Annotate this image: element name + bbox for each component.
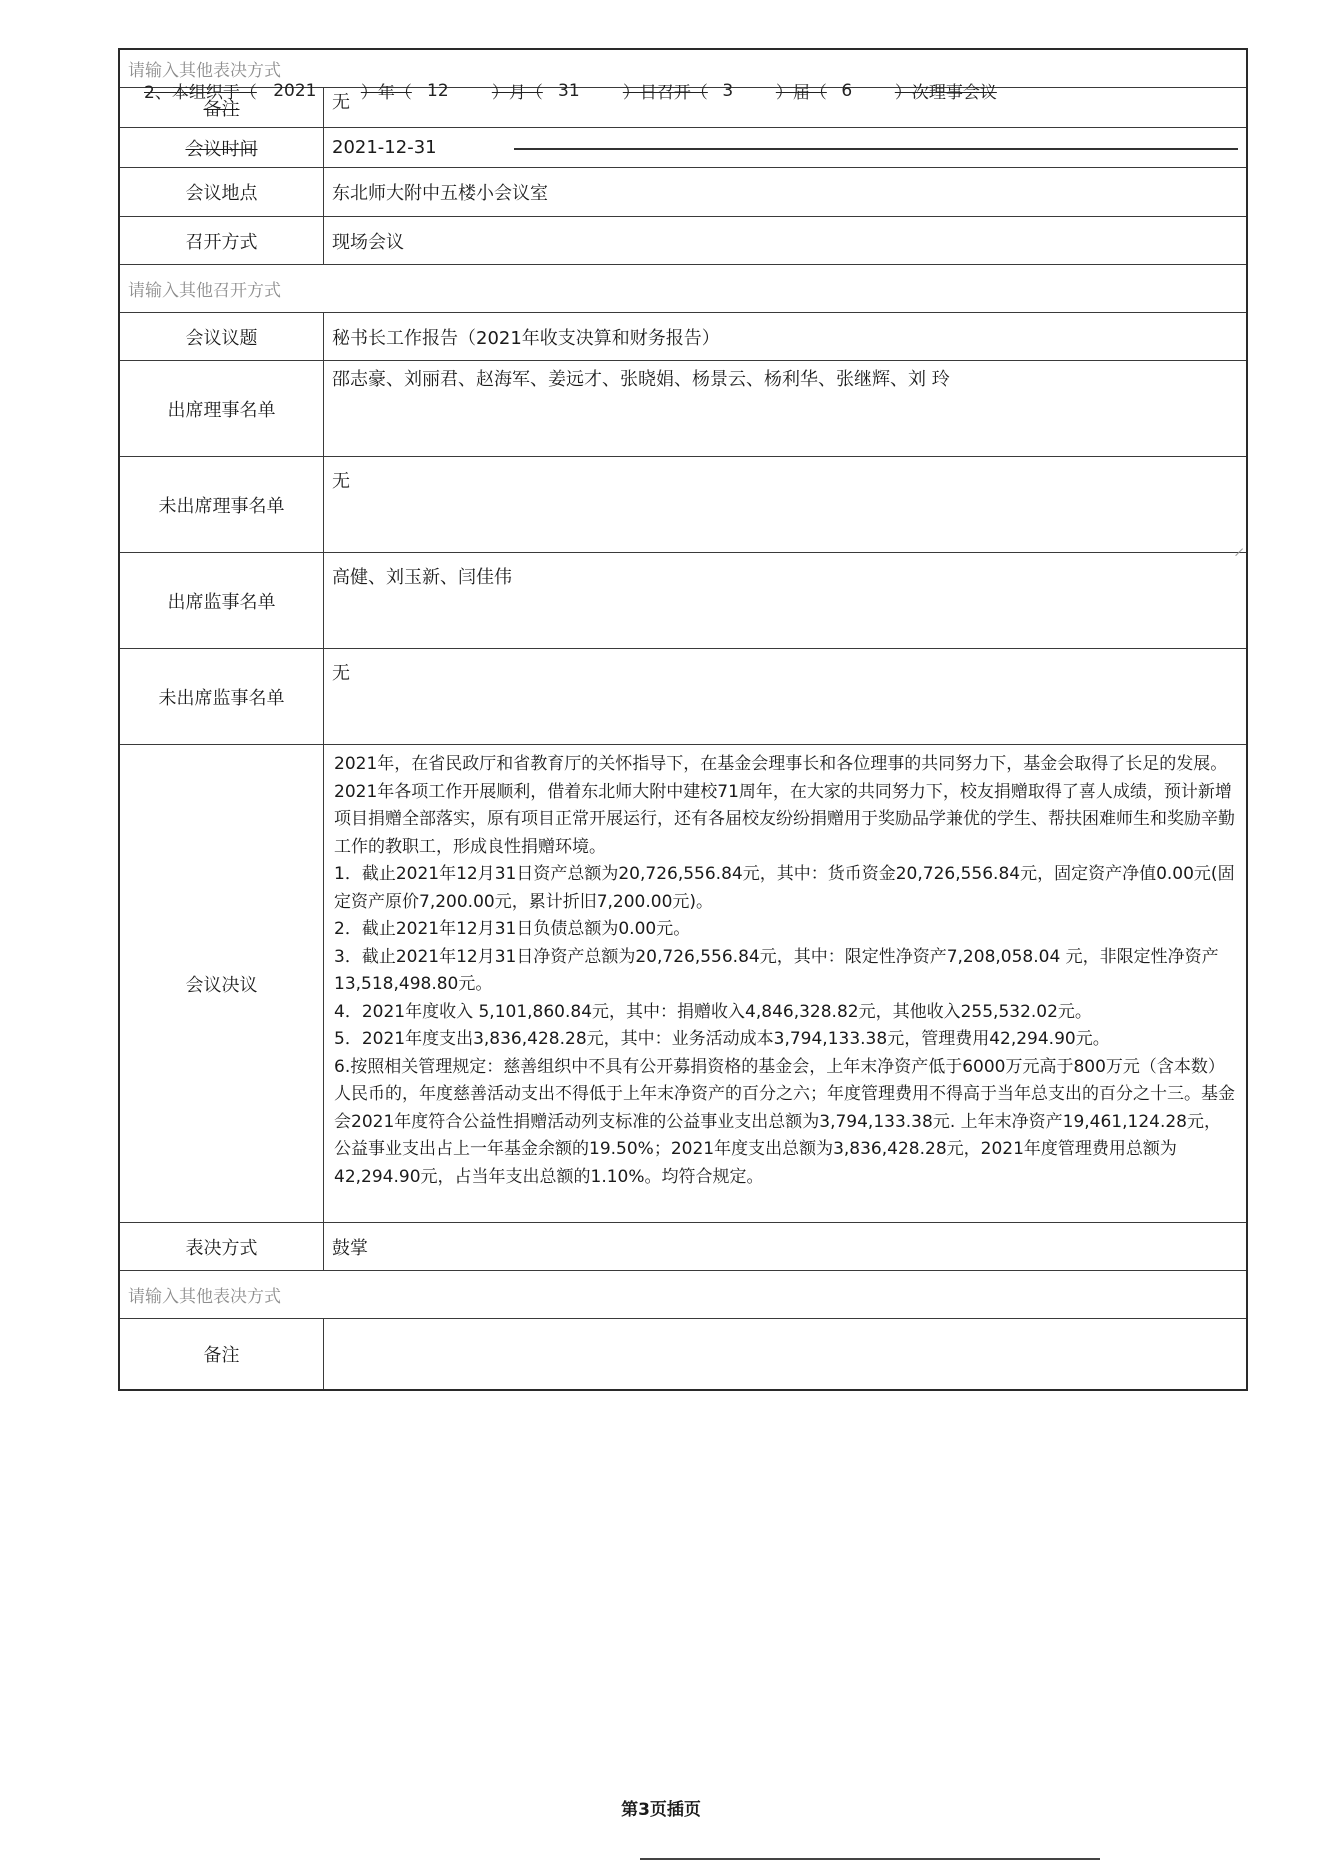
other-vote-mode-row	[120, 1271, 1246, 1319]
resolution-paragraph: 1．截止2021年12月31日资产总额为20,726,556.84元，其中：货币资金20,726,556.84元，固定资产净值0.00元(固定资产原价7,200.00元，累计折旧7,200.00元)。	[334, 864, 1235, 912]
present-directors-row	[120, 361, 1246, 457]
resolution-paragraph: 6.按照相关管理规定：慈善组织中不具有公开募捐资格的基金会，上年末净资产低于6000万元高于800万元（含本数）人民币的，年度慈善活动支出不得低于上年末净资产的百分之六；年度管理费用不得高于当年总支出的百分之十三。基金会2021年度符合公益性捐赠活动列支标准的公益事业支出总额为3,794,133.38元. 上年末净资产19,461,124.28元，公益事业支出占上一年基金余额的19.50%；2021年度支出总额为3,836,428.28元，2021年度管理费用总额为42,294.90元，占当年支出总额的1.10%。均符合规定。	[334, 1056, 1235, 1187]
meeting-place-label: 会议地点	[120, 168, 324, 216]
session-nth: 6	[841, 80, 853, 101]
present-supervisors-label: 出席监事名单	[120, 553, 324, 648]
meeting-time-underline	[514, 148, 1238, 150]
present-supervisors-text: 高健、刘玉新、闫佳伟	[332, 567, 512, 588]
meeting-time-row	[120, 128, 1246, 168]
vote-mode-row	[120, 1223, 1246, 1271]
other-vote-mode-placeholder-bottom[interactable]: 请输入其他表决方式	[128, 1287, 281, 1307]
present-directors-text: 邵志豪、刘丽君、赵海军、姜远才、张晓娟、杨景云、杨利华、张继辉、刘 玲	[332, 369, 950, 390]
session-day-suffix: ）日召开（	[622, 83, 708, 103]
resolution-row	[120, 745, 1246, 1223]
remark-top-value[interactable]: 无	[332, 92, 350, 113]
present-supervisors-row	[120, 553, 1246, 649]
resolution-paragraph: 5．2021年度支出3,836,428.28元，其中：业务活动成本3,794,133.38元，管理费用42,294.90元。	[334, 1029, 1110, 1049]
absent-directors-value[interactable]	[324, 457, 1246, 552]
resize-handle-icon[interactable]	[1233, 539, 1243, 549]
session-prefix: 2、本组织于（	[144, 83, 257, 103]
resolution-value[interactable]	[324, 745, 1246, 1222]
absent-supervisors-value[interactable]	[324, 649, 1246, 744]
session-month: 12	[427, 80, 449, 101]
absent-supervisors-text: 无	[332, 663, 350, 684]
meeting-record-table	[118, 48, 1248, 1391]
vote-mode-value[interactable]: 鼓掌	[332, 1237, 368, 1259]
session-year: 2021	[273, 80, 317, 101]
resolution-label: 会议决议	[120, 745, 324, 1222]
meeting-place-value[interactable]: 东北师大附中五楼小会议室	[332, 183, 548, 204]
remark-bottom-value[interactable]	[324, 1319, 1246, 1389]
absent-directors-row	[120, 457, 1246, 553]
session-day: 31	[558, 80, 580, 101]
present-directors-value[interactable]	[324, 361, 1246, 456]
topic-value[interactable]: 秘书长工作报告（2021年收支决算和财务报告）	[332, 327, 720, 349]
absent-supervisors-row	[120, 649, 1246, 745]
remark-bottom-row	[120, 1319, 1246, 1391]
resolution-paragraph: 2021年，在省民政厅和省教育厅的关怀指导下，在基金会理事长和各位理事的共同努力下，基金会取得了长足的发展。2021年各项工作开展顺利，借着东北师大附中建校71周年，在大家的共同努力下，校友捐赠取得了喜人成绩，预计新增项目捐赠全部落实，原有项目正常开展运行，还有各届校友纷纷捐赠用于奖励品学兼优的学生、帮扶困难师生和奖励辛勤工作的教职工，形成良性捐赠环境。	[334, 754, 1235, 857]
meeting-time-label: 会议时间	[120, 128, 324, 167]
session-nth-suffix: ）次理事会议	[894, 83, 997, 103]
other-meeting-mode-placeholder[interactable]: 请输入其他召开方式	[128, 281, 281, 301]
meeting-mode-value[interactable]: 现场会议	[332, 231, 404, 253]
meeting-place-row	[120, 168, 1246, 217]
session-year-suffix: ）年（	[360, 83, 412, 103]
remark-bottom-label: 备注	[120, 1319, 324, 1389]
resolution-paragraph: 2．截止2021年12月31日负债总额为0.00元。	[334, 919, 691, 939]
present-supervisors-value[interactable]	[324, 553, 1246, 648]
session-month-suffix: ）月（	[491, 83, 543, 103]
topic-row	[120, 313, 1246, 361]
meeting-mode-row	[120, 217, 1246, 265]
absent-supervisors-label: 未出席监事名单	[120, 649, 324, 744]
vote-mode-label: 表决方式	[120, 1223, 324, 1270]
present-directors-label: 出席理事名单	[120, 361, 324, 456]
resolution-paragraph: 4．2021年度收入 5,101,860.84元，其中：捐赠收入4,846,328.82元，其他收入255,532.02元。	[334, 1001, 1092, 1022]
remark-top-label: 备注	[120, 88, 324, 127]
session-term: 3	[722, 80, 734, 101]
absent-directors-text: 无	[332, 471, 350, 492]
other-meeting-mode-row	[120, 265, 1246, 313]
topic-label: 会议议题	[120, 313, 324, 360]
session-term-suffix: ）届（	[775, 83, 827, 103]
resolution-paragraph: 3．截止2021年12月31日净资产总额为20,726,556.84元，其中：限定性净资产7,208,058.04 元，非限定性净资产13,518,498.80元。	[334, 946, 1219, 994]
absent-directors-label: 未出席理事名单	[120, 457, 324, 552]
meeting-mode-label: 召开方式	[120, 217, 324, 264]
other-vote-mode-row-top	[120, 50, 1246, 103]
page-footer: 第3页插页	[621, 1800, 701, 1820]
other-vote-mode-placeholder[interactable]: 请输入其他表决方式	[128, 61, 281, 81]
meeting-time-value[interactable]	[324, 128, 1246, 167]
bottom-rule	[640, 1858, 1100, 1860]
meeting-time-text: 2021-12-31	[332, 137, 437, 158]
